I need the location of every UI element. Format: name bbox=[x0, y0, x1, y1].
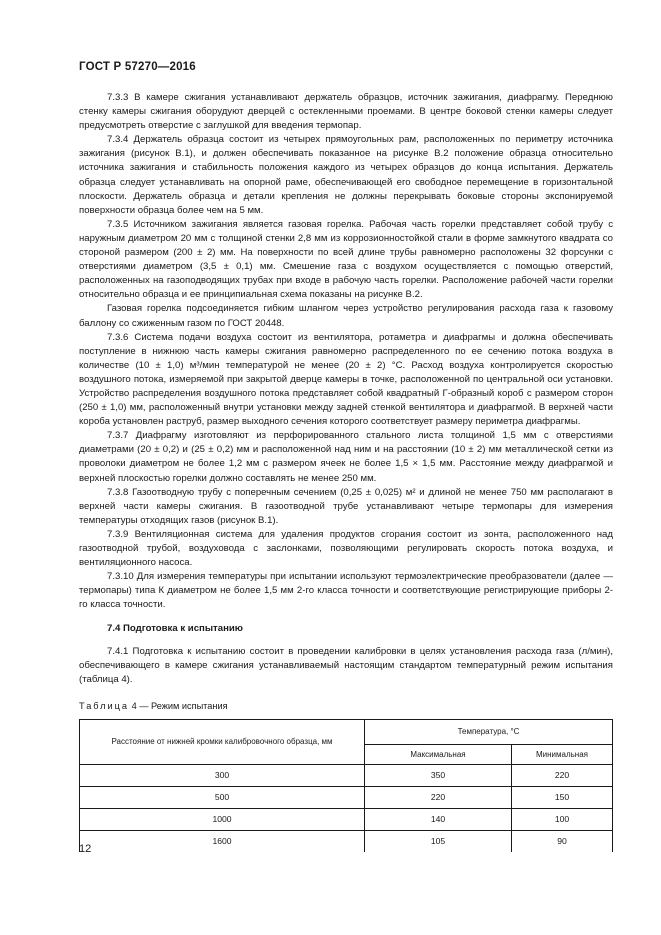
column-header-temperature: Температура, °С bbox=[365, 719, 613, 744]
paragraph-7-3-10: 7.3.10 Для измерения температуры при испытании используют термоэлектрические преобразователи (далее — термопары) типа К диаметром не более 1,5 мм 2-го класса точности и соответствующие регистрирующие приборы 2-го класса точности. bbox=[79, 571, 613, 611]
page-number: 12 bbox=[79, 843, 92, 855]
paragraph-7-4-1: 7.4.1 Подготовка к испытанию состоит в проведении калибровки в целях установления расхода газа (л/мин), обеспечивающего в камере сжигания устанавливаемый настоящим стандартом температурный режим испытания (таблица 4). bbox=[79, 645, 613, 685]
table-cell: 300 bbox=[80, 764, 365, 786]
section-title: 7.4 Подготовка к испытанию bbox=[107, 623, 243, 635]
table-row bbox=[80, 808, 613, 830]
table-cell: 500 bbox=[80, 786, 365, 808]
paragraph-7-3-9: 7.3.9 Вентиляционная система для удаления продуктов сгорания состоит из зонта, расположенного над газоотводной трубой, воздуховода с заслонками, позволяющими регулировать скорость потока воздуха, и вентиляционного насоса. bbox=[79, 528, 613, 569]
table-cell: 105 bbox=[365, 830, 512, 852]
table-cell: 1600 bbox=[80, 830, 365, 852]
table-row bbox=[80, 764, 613, 786]
table-cell: 90 bbox=[512, 830, 613, 852]
table-cell: 350 bbox=[365, 764, 512, 786]
table-cell: 150 bbox=[512, 786, 613, 808]
column-header-min: Минимальная bbox=[512, 745, 613, 765]
table-caption-word: Таблица bbox=[79, 700, 130, 711]
test-mode-table bbox=[79, 719, 613, 852]
table-cell: 140 bbox=[365, 808, 512, 830]
table-row bbox=[80, 830, 613, 852]
paragraph-7-3-7: 7.3.7 Диафрагму изготовляют из перфорированного стального листа толщиной 1,5 мм с отверстиями диаметрами (20 ± 0,2) и (25 ± 0,2) мм и расположенной над ним и на расстоянии (10 ± 2) мм металлической сетки из проволоки диаметром не более 1,2 мм с размером ячеек не более 1,5 × 1,5 мм. Расстояние между диафрагмой и верхней плоскостью горелки должно составлять не менее 250 мм. bbox=[79, 430, 613, 484]
table-cell: 100 bbox=[512, 808, 613, 830]
paragraph-gas-hose: Газовая горелка подсоединяется гибким шлангом через устройство регулирования расхода газа к газовому баллону со сжиженным газом по ГОСТ 20448. bbox=[79, 303, 613, 329]
table-caption-text: 4 — Режим испытания bbox=[129, 700, 228, 711]
column-header-max: Максимальная bbox=[365, 745, 512, 765]
table-cell: 1000 bbox=[80, 808, 365, 830]
column-header-distance: Расстояние от нижней кромки калибровочного образца, мм bbox=[80, 719, 365, 764]
paragraph-7-3-4: 7.3.4 Держатель образца состоит из четырех прямоугольных рам, расположенных по периметру источника зажигания (рисунок В.1), и должен обеспечивать показанное на рисунке В.2 положение образца относительно источника зажигания и стабильность положения каждого из четырех образцов до конца испытания. Держатель образца следует устанавливать на опорной раме, обеспечивающей его свободное перемещение в горизонтальной плоскости. Держатель образца и детали крепления не должны перекрывать боковые стороны экспонируемой поверхности образца более чем на 5 мм. bbox=[79, 134, 613, 216]
table-row bbox=[80, 786, 613, 808]
document-header: ГОСТ Р 57270—2016 bbox=[79, 61, 196, 73]
paragraph-7-3-5: 7.3.5 Источником зажигания является газовая горелка. Рабочая часть горелки представляет собой трубу с наружным диаметром 20 мм с толщиной стенки 2,8 мм из коррозионностойкой стали в форме замкнутого квадрата со стороной размером (200 ± 2) мм. На поверхности по всей длине трубы равномерно расположены 32 форсунки с отверстиями диаметром (3,5 ± 0,1) мм. Смешение газа с воздухом осуществляется с помощью отверстий, расположенных на газоподводящих трубах при входе в рабочую часть горелки. Расположение рабочей части горелки относительно образца и ее принципиальная схема показаны на рисунке В.2. bbox=[79, 218, 613, 301]
paragraph-7-3-3: 7.3.3 В камере сжигания устанавливают держатель образцов, источник зажигания, диафрагму. Переднюю стенку камеры сжигания оборудуют дверцей с остекленными проемами. В центре боковой стенки камеры следует предусмотреть отверстие с заглушкой для введения термопар. bbox=[79, 92, 613, 132]
paragraph-7-3-8: 7.3.8 Газоотводную трубу с поперечным сечением (0,25 ± 0,025) м² и длиной не менее 750 мм располагают в верхней части камеры сжигания. В газоотводной трубе устанавливают четыре термопары для измерения температуры отходящих газов (рисунок В.1). bbox=[79, 486, 613, 526]
table-cell: 220 bbox=[512, 764, 613, 786]
table-cell: 220 bbox=[365, 786, 512, 808]
table-caption bbox=[79, 699, 613, 713]
paragraph-7-3-6: 7.3.6 Система подачи воздуха состоит из вентилятора, ротаметра и диафрагмы и должна обеспечивать поступление в нижнюю часть камеры сжигания равномерно распределенного по ее сечению потока воздуха в количестве (10 ± 1,0) м³/мин температурой не менее (20 ± 2) °С. Расход воздуха контролируется скоростью воздушного потока, измеряемой при закрытой дверце камеры в точке, расположенной по центральной оси установки. Устройство распределения воздушного потока представляет собой квадратный Г-образный короб с размером сторон (250 ± 1,0) мм, расположенный внутри установки между задней стенкой вентилятора и диафрагмой. В верхней части короба установлен раструб, размер выходного сечения которого соответствует размеру периметра диафрагмы. bbox=[79, 331, 613, 428]
document-body bbox=[79, 91, 613, 852]
